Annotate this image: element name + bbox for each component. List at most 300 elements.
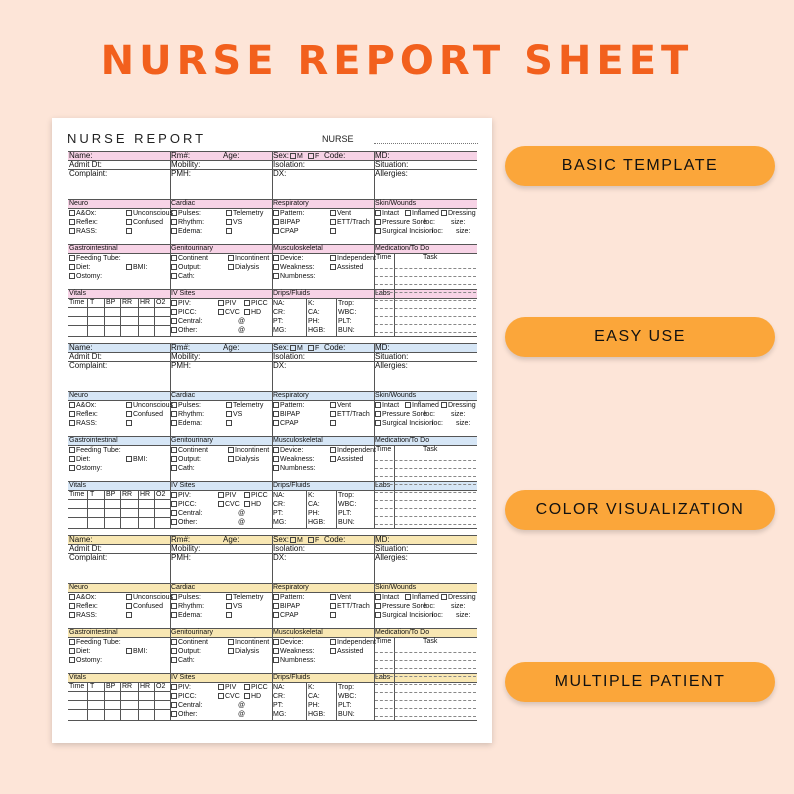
checkbox[interactable]	[273, 594, 279, 600]
checkbox[interactable]	[273, 447, 279, 453]
checkbox[interactable]	[273, 273, 279, 279]
checkbox[interactable]	[330, 594, 336, 600]
checkbox-field[interactable]	[441, 401, 476, 410]
checkbox[interactable]	[171, 447, 177, 453]
checkbox-label: Pattern:	[280, 402, 305, 409]
checkbox[interactable]	[228, 255, 234, 261]
checkbox[interactable]	[226, 612, 232, 618]
checkbox[interactable]	[171, 210, 177, 216]
checkbox[interactable]	[69, 255, 75, 261]
checkbox[interactable]	[171, 501, 177, 507]
checkbox-field[interactable]	[69, 218, 98, 227]
checkbox[interactable]	[273, 402, 279, 408]
checkbox-field[interactable]	[171, 272, 195, 281]
grid-line	[87, 682, 88, 720]
checkbox[interactable]	[290, 537, 296, 543]
checkbox[interactable]	[273, 603, 279, 609]
checkbox-field[interactable]	[273, 446, 303, 455]
checkbox-field[interactable]	[126, 218, 163, 227]
checkbox-field[interactable]	[330, 401, 351, 410]
checkbox[interactable]	[69, 465, 75, 471]
checkbox[interactable]	[171, 318, 177, 324]
checkbox-field[interactable]	[126, 227, 133, 236]
checkbox-field[interactable]	[69, 611, 97, 620]
checkbox-field[interactable]	[273, 647, 315, 656]
checkbox[interactable]	[405, 210, 411, 216]
checkbox[interactable]	[273, 210, 279, 216]
checkbox[interactable]	[69, 603, 75, 609]
checkbox-field[interactable]	[330, 638, 376, 647]
checkbox[interactable]	[171, 456, 177, 462]
checkbox-label: PICC	[251, 492, 268, 499]
checkbox-field[interactable]	[126, 647, 147, 656]
checkbox[interactable]	[69, 612, 75, 618]
checkbox[interactable]	[226, 210, 232, 216]
checkbox-field[interactable]	[273, 227, 299, 236]
checkbox-field[interactable]	[226, 593, 263, 602]
checkbox-field[interactable]	[171, 602, 204, 611]
checkbox-field[interactable]	[226, 419, 233, 428]
checkbox-field[interactable]	[244, 692, 261, 701]
checkbox-field[interactable]	[273, 254, 303, 263]
checkbox-field[interactable]	[126, 602, 163, 611]
checkbox-field[interactable]	[228, 638, 269, 647]
checkbox-field[interactable]	[228, 263, 259, 272]
checkbox[interactable]	[226, 402, 232, 408]
checkbox[interactable]	[441, 210, 447, 216]
checkbox[interactable]	[330, 612, 336, 618]
checkbox-field[interactable]	[171, 710, 197, 719]
checkbox-field[interactable]	[308, 344, 319, 353]
checkbox-field[interactable]	[69, 263, 90, 272]
checkbox[interactable]	[171, 510, 177, 516]
checkbox-field[interactable]	[171, 254, 208, 263]
checkbox[interactable]	[171, 402, 177, 408]
checkbox-field[interactable]	[244, 683, 268, 692]
checkbox[interactable]	[69, 420, 75, 426]
checkbox[interactable]	[126, 402, 132, 408]
checkbox-field[interactable]	[171, 455, 201, 464]
checkbox-field[interactable]	[375, 602, 427, 611]
checkbox-field[interactable]	[171, 518, 197, 527]
checkbox[interactable]	[171, 309, 177, 315]
checkbox-field[interactable]	[69, 227, 97, 236]
checkbox-field[interactable]	[171, 593, 201, 602]
checkbox[interactable]	[171, 219, 177, 225]
checkbox[interactable]	[218, 684, 224, 690]
field-label: Trop:	[338, 684, 355, 691]
checkbox[interactable]	[171, 657, 177, 663]
checkbox-field[interactable]	[171, 509, 203, 518]
checkbox[interactable]	[405, 402, 411, 408]
checkbox-field[interactable]	[273, 209, 305, 218]
checkbox[interactable]	[330, 402, 336, 408]
checkbox-field[interactable]	[405, 209, 439, 218]
todo-line	[375, 709, 476, 717]
field-label: MD:	[375, 535, 390, 544]
checkbox[interactable]	[244, 309, 250, 315]
section-title: Labs	[375, 482, 391, 489]
checkbox-field[interactable]	[69, 401, 96, 410]
checkbox-field[interactable]	[273, 656, 315, 665]
checkbox[interactable]	[171, 711, 177, 717]
checkbox[interactable]	[228, 264, 234, 270]
checkbox[interactable]	[69, 402, 75, 408]
checkbox-field[interactable]	[405, 593, 439, 602]
checkbox-field[interactable]	[69, 446, 121, 455]
checkbox-field[interactable]	[273, 419, 299, 428]
checkbox[interactable]	[228, 639, 234, 645]
checkbox[interactable]	[330, 255, 336, 261]
checkbox[interactable]	[69, 273, 75, 279]
field-label: Isolation:	[273, 352, 306, 361]
checkbox[interactable]	[290, 153, 296, 159]
checkbox-field[interactable]	[171, 446, 208, 455]
checkbox-field[interactable]	[69, 272, 102, 281]
checkbox[interactable]	[441, 594, 447, 600]
checkbox[interactable]	[375, 219, 381, 225]
checkbox-field[interactable]	[330, 254, 376, 263]
checkbox[interactable]	[330, 264, 336, 270]
field-label: PT:	[273, 510, 284, 517]
checkbox[interactable]	[330, 456, 336, 462]
checkbox-field[interactable]	[375, 209, 399, 218]
checkbox[interactable]	[244, 501, 250, 507]
checkbox-field[interactable]	[330, 593, 351, 602]
checkbox-field[interactable]	[69, 209, 96, 218]
checkbox-field[interactable]	[375, 227, 433, 236]
checkbox-field[interactable]	[69, 455, 90, 464]
field-label: Mobility:	[171, 544, 201, 553]
checkbox-field[interactable]	[69, 410, 98, 419]
checkbox[interactable]	[69, 456, 75, 462]
checkbox-field[interactable]	[171, 692, 197, 701]
checkbox[interactable]	[330, 219, 336, 225]
checkbox-field[interactable]	[171, 683, 191, 692]
checkbox-field[interactable]	[126, 263, 147, 272]
checkbox-field[interactable]	[308, 152, 319, 161]
checkbox-field[interactable]	[69, 602, 98, 611]
checkbox-field[interactable]	[330, 455, 363, 464]
checkbox-field[interactable]	[330, 602, 370, 611]
checkbox-field[interactable]	[273, 272, 315, 281]
checkbox[interactable]	[228, 648, 234, 654]
checkbox[interactable]	[244, 300, 250, 306]
checkbox[interactable]	[330, 648, 336, 654]
checkbox-field[interactable]	[218, 308, 240, 317]
checkbox-field[interactable]	[171, 611, 202, 620]
checkbox[interactable]	[330, 639, 336, 645]
checkbox[interactable]	[375, 411, 381, 417]
checkbox[interactable]	[244, 684, 250, 690]
checkbox[interactable]	[273, 639, 279, 645]
checkbox[interactable]	[218, 693, 224, 699]
checkbox-field[interactable]	[69, 647, 90, 656]
checkbox[interactable]	[273, 219, 279, 225]
checkbox-field[interactable]	[171, 317, 203, 326]
checkbox-field[interactable]	[171, 500, 197, 509]
checkbox[interactable]	[126, 594, 132, 600]
checkbox-field[interactable]	[69, 638, 121, 647]
checkbox-label: Edema:	[178, 420, 203, 427]
checkbox[interactable]	[171, 519, 177, 525]
checkbox-field[interactable]	[273, 410, 300, 419]
checkbox-field[interactable]	[126, 410, 163, 419]
checkbox[interactable]	[69, 447, 75, 453]
checkbox-field[interactable]	[218, 491, 236, 500]
checkbox[interactable]	[273, 612, 279, 618]
checkbox-field[interactable]	[226, 602, 242, 611]
checkbox-field[interactable]	[171, 299, 191, 308]
checkbox[interactable]	[273, 264, 279, 270]
checkbox-field[interactable]	[244, 500, 261, 509]
checkbox-field[interactable]	[228, 254, 269, 263]
checkbox-field[interactable]	[171, 227, 202, 236]
checkbox[interactable]	[330, 210, 336, 216]
checkbox[interactable]	[226, 594, 232, 600]
checkbox[interactable]	[171, 648, 177, 654]
checkbox[interactable]	[441, 402, 447, 408]
checkbox-field[interactable]	[126, 209, 173, 218]
checkbox-field[interactable]	[244, 299, 268, 308]
checkbox[interactable]	[126, 210, 132, 216]
checkbox-field[interactable]	[375, 218, 427, 227]
checkbox-field[interactable]	[375, 419, 433, 428]
checkbox[interactable]	[69, 210, 75, 216]
checkbox[interactable]	[330, 447, 336, 453]
checkbox[interactable]	[171, 228, 177, 234]
checkbox-field[interactable]	[126, 455, 147, 464]
checkbox[interactable]	[171, 264, 177, 270]
checkbox-field[interactable]	[308, 536, 319, 545]
checkbox-field[interactable]	[226, 209, 263, 218]
checkbox[interactable]	[171, 693, 177, 699]
checkbox-field[interactable]	[226, 227, 233, 236]
checkbox[interactable]	[273, 228, 279, 234]
checkbox-field[interactable]	[171, 647, 201, 656]
checkbox-field[interactable]	[171, 410, 204, 419]
checkbox[interactable]	[226, 603, 232, 609]
checkbox[interactable]	[126, 264, 132, 270]
checkbox[interactable]	[273, 465, 279, 471]
checkbox[interactable]	[126, 228, 132, 234]
checkbox-field[interactable]	[273, 263, 315, 272]
checkbox-field[interactable]	[226, 218, 242, 227]
checkbox[interactable]	[226, 411, 232, 417]
checkbox-field[interactable]	[226, 410, 242, 419]
field-label: Complaint:	[69, 169, 108, 178]
checkbox[interactable]	[171, 684, 177, 690]
checkbox-field[interactable]	[126, 611, 133, 620]
checkbox-field[interactable]	[273, 464, 315, 473]
checkbox[interactable]	[69, 594, 75, 600]
todo-line	[375, 485, 476, 493]
checkbox[interactable]	[218, 492, 224, 498]
checkbox[interactable]	[171, 465, 177, 471]
checkbox-field[interactable]	[69, 254, 121, 263]
checkbox[interactable]	[171, 420, 177, 426]
checkbox-field[interactable]	[441, 593, 476, 602]
checkbox[interactable]	[308, 537, 314, 543]
checkbox[interactable]	[171, 411, 177, 417]
checkbox-field[interactable]	[330, 419, 337, 428]
checkbox[interactable]	[171, 702, 177, 708]
checkbox-field[interactable]	[375, 401, 399, 410]
checkbox[interactable]	[375, 420, 381, 426]
checkbox-field[interactable]	[126, 419, 133, 428]
checkbox-field[interactable]	[171, 491, 191, 500]
checkbox[interactable]	[375, 594, 381, 600]
checkbox-field[interactable]	[218, 692, 240, 701]
checkbox[interactable]	[273, 411, 279, 417]
checkbox-field[interactable]	[171, 419, 202, 428]
checkbox[interactable]	[273, 420, 279, 426]
checkbox[interactable]	[126, 420, 132, 426]
checkbox-field[interactable]	[330, 611, 337, 620]
checkbox-field[interactable]	[330, 227, 337, 236]
checkbox-field[interactable]	[330, 218, 370, 227]
checkbox-field[interactable]	[218, 683, 236, 692]
checkbox-field[interactable]	[330, 263, 363, 272]
checkbox-field[interactable]	[69, 656, 102, 665]
field-label: CR:	[273, 501, 286, 508]
checkbox[interactable]	[375, 402, 381, 408]
checkbox[interactable]	[69, 657, 75, 663]
checkbox-field[interactable]	[171, 218, 204, 227]
checkbox-field[interactable]	[228, 647, 259, 656]
checkbox-field[interactable]	[273, 593, 305, 602]
checkbox-field[interactable]	[273, 638, 303, 647]
checkbox[interactable]	[69, 264, 75, 270]
field-label: size:	[456, 612, 471, 619]
checkbox[interactable]	[218, 309, 224, 315]
checkbox[interactable]	[69, 411, 75, 417]
checkbox[interactable]	[171, 639, 177, 645]
checkbox[interactable]	[69, 219, 75, 225]
checkbox[interactable]	[226, 219, 232, 225]
checkbox[interactable]	[273, 657, 279, 663]
checkbox-field[interactable]	[330, 209, 351, 218]
checkbox-field[interactable]	[244, 491, 268, 500]
checkbox[interactable]	[226, 420, 232, 426]
checkbox-field[interactable]	[171, 209, 201, 218]
checkbox[interactable]	[228, 447, 234, 453]
checkbox-field[interactable]	[126, 401, 173, 410]
checkbox-field[interactable]	[171, 326, 197, 335]
checkbox[interactable]	[244, 492, 250, 498]
checkbox-field[interactable]	[226, 401, 263, 410]
checkbox-field[interactable]	[375, 611, 433, 620]
checkbox[interactable]	[308, 345, 314, 351]
checkbox[interactable]	[330, 420, 336, 426]
checkbox-field[interactable]	[441, 209, 476, 218]
checkbox[interactable]	[171, 603, 177, 609]
checkbox-field[interactable]	[218, 500, 240, 509]
checkbox-field[interactable]	[126, 593, 173, 602]
checkbox[interactable]	[171, 273, 177, 279]
checkbox-field[interactable]	[171, 263, 201, 272]
checkbox[interactable]	[171, 492, 177, 498]
checkbox-label: Dialysis	[235, 648, 260, 655]
field-label: PH:	[308, 510, 320, 517]
checkbox-field[interactable]	[228, 446, 269, 455]
checkbox-label: PIV:	[178, 492, 191, 499]
checkbox[interactable]	[126, 219, 132, 225]
checkbox-field[interactable]	[171, 638, 208, 647]
checkbox[interactable]	[171, 255, 177, 261]
checkbox-field[interactable]	[375, 410, 427, 419]
checkbox[interactable]	[330, 603, 336, 609]
field-label: O2	[156, 491, 166, 498]
checkbox-field[interactable]	[69, 419, 97, 428]
checkbox[interactable]	[126, 411, 132, 417]
checkbox[interactable]	[126, 648, 132, 654]
checkbox[interactable]	[171, 594, 177, 600]
checkbox-field[interactable]	[330, 647, 363, 656]
checkbox[interactable]	[308, 153, 314, 159]
checkbox-field[interactable]	[405, 401, 439, 410]
checkbox-field[interactable]	[273, 602, 300, 611]
checkbox[interactable]	[218, 501, 224, 507]
checkbox[interactable]	[330, 411, 336, 417]
checkbox[interactable]	[218, 300, 224, 306]
checkbox-field[interactable]	[273, 218, 300, 227]
checkbox-field[interactable]	[171, 656, 195, 665]
checkbox-field[interactable]	[330, 410, 370, 419]
checkbox[interactable]	[273, 255, 279, 261]
checkbox[interactable]	[273, 456, 279, 462]
checkbox[interactable]	[405, 594, 411, 600]
checkbox[interactable]	[273, 648, 279, 654]
checkbox[interactable]	[375, 612, 381, 618]
checkbox[interactable]	[69, 648, 75, 654]
checkbox-label: Weakness:	[280, 456, 315, 463]
checkbox-field[interactable]	[171, 401, 201, 410]
checkbox[interactable]	[126, 603, 132, 609]
checkbox-field[interactable]	[273, 401, 305, 410]
checkbox-field[interactable]	[171, 464, 195, 473]
checkbox-field[interactable]	[375, 593, 399, 602]
checkbox[interactable]	[171, 327, 177, 333]
checkbox-field[interactable]	[228, 455, 259, 464]
checkbox-field[interactable]	[171, 701, 203, 710]
checkbox[interactable]	[126, 612, 132, 618]
checkbox-field[interactable]	[69, 593, 96, 602]
checkbox-field[interactable]	[273, 611, 299, 620]
checkbox[interactable]	[228, 456, 234, 462]
checkbox[interactable]	[375, 228, 381, 234]
checkbox-field[interactable]	[218, 299, 236, 308]
checkbox-field[interactable]	[330, 446, 376, 455]
checkbox-field[interactable]	[273, 455, 315, 464]
checkbox[interactable]	[375, 210, 381, 216]
checkbox-field[interactable]	[226, 611, 233, 620]
checkbox-field[interactable]	[244, 308, 261, 317]
checkbox[interactable]	[375, 603, 381, 609]
checkbox[interactable]	[69, 639, 75, 645]
checkbox-label: Weakness:	[280, 264, 315, 271]
checkbox[interactable]	[69, 228, 75, 234]
checkbox[interactable]	[330, 228, 336, 234]
checkbox[interactable]	[126, 456, 132, 462]
checkbox-field[interactable]	[69, 464, 102, 473]
checkbox[interactable]	[226, 228, 232, 234]
checkbox[interactable]	[171, 612, 177, 618]
checkbox[interactable]	[244, 693, 250, 699]
checkbox[interactable]	[290, 345, 296, 351]
checkbox[interactable]	[171, 300, 177, 306]
checkbox-field[interactable]	[171, 308, 197, 317]
